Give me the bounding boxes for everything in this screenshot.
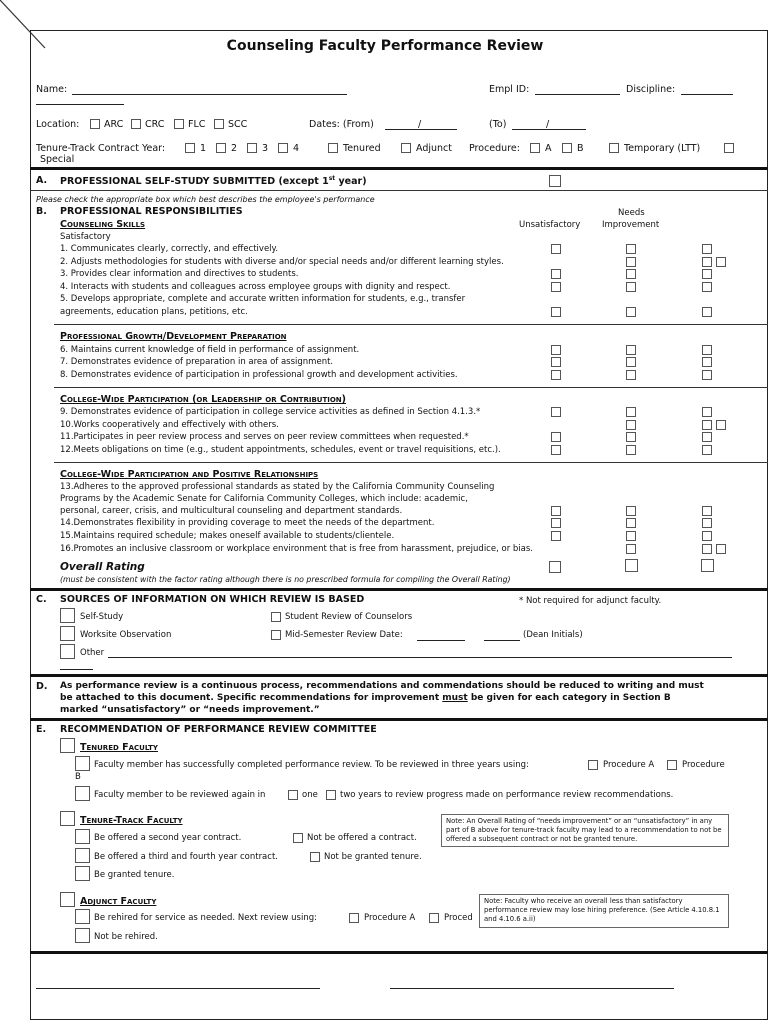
section-a-divider: [30, 190, 768, 191]
leadership-heading: College-Wide Participation (or Leadership or Contribution): [60, 394, 347, 405]
adj-opt1-checkbox[interactable]: [75, 909, 90, 924]
growth-divider: [54, 387, 768, 388]
rating-7-unsatisfactory[interactable]: [551, 357, 561, 367]
dates-to-label: (To): [489, 119, 507, 130]
leadership-divider: [54, 462, 768, 463]
section-d-must: must: [442, 693, 468, 703]
contract-year-3-checkbox[interactable]: [247, 143, 257, 153]
section-b-divider: [30, 588, 768, 591]
location-scc-label: SCC: [228, 119, 248, 130]
tt-opt2-label: Be offered a third and fourth year contract.: [94, 852, 278, 862]
rating-10-needs-improvement[interactable]: [626, 420, 636, 430]
overall-needs-improvement-checkbox[interactable]: [625, 559, 638, 572]
review-two-years-checkbox[interactable]: [326, 790, 336, 800]
location-crc-label: CRC: [145, 119, 165, 130]
empl-id-field[interactable]: [535, 94, 620, 95]
rating-9-unsatisfactory[interactable]: [551, 407, 561, 417]
rating-8-unsatisfactory[interactable]: [551, 370, 561, 380]
section-e-title: RECOMMENDATION OF PERFORMANCE REVIEW COMMITTEE: [60, 724, 377, 735]
tenured-procedure-a-checkbox[interactable]: [588, 760, 598, 770]
tt-opt1-label: Be offered a second year contract.: [94, 833, 242, 843]
criterion-4: 4. Interacts with students and colleagues across employee groups with dignity and respect.: [60, 282, 451, 292]
adjunct-checkbox[interactable]: [401, 143, 411, 153]
location-checkbox-crc[interactable]: [131, 119, 141, 129]
midsemester-date-field[interactable]: [417, 640, 465, 641]
temporary-label: Temporary (LTT): [624, 143, 701, 154]
rating-6-unsatisfactory[interactable]: [551, 345, 561, 355]
discipline-field-cont[interactable]: [36, 104, 124, 105]
tenured-opt1-label: Faculty member has successfully completed performance review. To be reviewed in three years using:: [94, 760, 529, 770]
procedure-a-label: A: [545, 143, 552, 154]
criterion-8: 8. Demonstrates evidence of participation in professional growth and development activities.: [60, 370, 458, 380]
section-b-instruction: Please check the appropriate box which best describes the employee's performance: [36, 195, 375, 204]
tenure-track-note: Note: An Overall Rating of “needs improvement” or an “unsatisfactory” in any part of B above for tenure-track faculty may lead to a recommendation to not be offered a subsequent contract or not be granted tenure.: [441, 814, 729, 847]
dates-from-label: Dates: (From): [309, 119, 374, 130]
criterion-14: 14.Demonstrates flexibility in providing coverage to meet the needs of the department.: [60, 518, 435, 528]
rating-5-satisfactory[interactable]: [702, 307, 712, 317]
date-from-sep: /: [418, 119, 422, 130]
rating-8-needs-improvement[interactable]: [626, 370, 636, 380]
rating-6-needs-improvement[interactable]: [626, 345, 636, 355]
tenured-opt2-checkbox[interactable]: [75, 786, 90, 801]
section-d-line-2a: be attached to this document. Specific recommendations for improvement: [60, 693, 443, 703]
rating-4-satisfactory[interactable]: [702, 282, 712, 292]
rating-12-satisfactory[interactable]: [702, 445, 712, 455]
rating-7-needs-improvement[interactable]: [626, 357, 636, 367]
adj-procedure-b-label: Proced: [444, 913, 473, 923]
section-a-title-end: year): [335, 176, 367, 188]
other-label: Other: [80, 648, 105, 658]
date-to-sep: /: [546, 119, 550, 130]
self-study-submitted-checkbox[interactable]: [549, 175, 561, 187]
rating-4-needs-improvement[interactable]: [626, 282, 636, 292]
criterion-7: 7. Demonstrates evidence of preparation in area of assignment.: [60, 357, 334, 367]
rating-10-satisfactory[interactable]: [702, 420, 712, 430]
student-review-checkbox[interactable]: [271, 612, 281, 622]
criterion-12: 12.Meets obligations on time (e.g., student appointments, schedules, event or travel requisitions, etc.).: [60, 445, 501, 455]
rating-13-satisfactory[interactable]: [702, 506, 712, 516]
rating-2-needs-improvement[interactable]: [626, 257, 636, 267]
tenure-track-heading: Tenure-Track Faculty: [80, 815, 183, 826]
section-a-title-sup: st: [328, 175, 336, 182]
contract-year-4-checkbox[interactable]: [278, 143, 288, 153]
adj-procedure-a-label: Procedure A: [364, 913, 416, 923]
worksite-checkbox[interactable]: [60, 626, 75, 641]
rating-1-needs-improvement[interactable]: [626, 244, 636, 254]
location-flc-label: FLC: [188, 119, 206, 130]
section-a-title-text: PROFESSIONAL SELF-STUDY SUBMITTED (except 1: [60, 176, 329, 188]
temporary-checkbox[interactable]: [609, 143, 619, 153]
overall-rating-label: Overall Rating: [60, 561, 145, 573]
midsemester-label: Mid-Semester Review Date:: [285, 630, 403, 640]
criterion-13: 13.Adheres to the approved professional standards as stated by the California Community Counseling: [60, 482, 495, 492]
tenured-faculty-checkbox[interactable]: [60, 738, 75, 753]
tenured-procedure-b-label: Procedure: [682, 760, 725, 770]
rating-16-needs-improvement[interactable]: [626, 544, 636, 554]
special-checkbox[interactable]: [724, 143, 734, 153]
rating-4-unsatisfactory[interactable]: [551, 282, 561, 292]
criterion-13-cont-1: Programs by the Academic Senate for California Community Colleges, which include: academic,: [60, 494, 468, 504]
other-checkbox[interactable]: [60, 644, 75, 659]
section-d-line-3: marked “unsatisfactory” or “needs improvement.”: [60, 705, 320, 715]
rating-3-satisfactory[interactable]: [702, 269, 712, 279]
tenured-label: Tenured: [343, 143, 381, 154]
adjunct-faculty-heading: Adjunct Faculty: [80, 896, 157, 907]
location-checkbox-flc[interactable]: [174, 119, 184, 129]
section-d-letter: D.: [36, 681, 48, 692]
adjunct-label: Adjunct: [416, 143, 452, 154]
rating-9-needs-improvement[interactable]: [626, 407, 636, 417]
contract-year-4-label: 4: [293, 143, 300, 154]
location-label: Location:: [36, 119, 80, 130]
rating-15-unsatisfactory[interactable]: [551, 531, 561, 541]
section-c-title: SOURCES OF INFORMATION ON WHICH REVIEW IS BASED: [60, 594, 365, 605]
rating-13-needs-improvement[interactable]: [626, 506, 636, 516]
criterion-11: 11.Participates in peer review process and serves on peer review committees when requested.*: [60, 432, 469, 442]
procedure-b-label: B: [577, 143, 584, 154]
section-c-divider: [30, 674, 768, 677]
dean-initials-field[interactable]: [484, 640, 520, 641]
tenured-faculty-heading: Tenured Faculty: [80, 742, 158, 753]
section-e-letter: E.: [36, 724, 47, 735]
rating-6-satisfactory[interactable]: [702, 345, 712, 355]
section-d-divider: [30, 718, 768, 721]
criterion-9: 9. Demonstrates evidence of participation in college service activities as defined in Section 4.1.3.*: [60, 407, 481, 417]
procedure-b-checkbox[interactable]: [562, 143, 572, 153]
dean-initials-label: (Dean Initials): [523, 630, 583, 640]
criterion-16: 16.Promotes an inclusive classroom or workplace environment that is free from harassment, prejudice, or bias.: [60, 544, 533, 554]
adj-opt1-label: Be rehired for service as needed. Next review using:: [94, 913, 317, 923]
tenured-checkbox[interactable]: [328, 143, 338, 153]
rating-15-needs-improvement[interactable]: [626, 531, 636, 541]
overall-rating-note: (must be consistent with the factor rating although there is no prescribed formula for compiling the Overall Rating): [60, 575, 511, 584]
criterion-6: 6. Maintains current knowledge of field in performance of assignment.: [60, 345, 360, 355]
criterion-15: 15.Maintains required schedule; makes oneself available to students/clientele.: [60, 531, 395, 541]
overall-unsatisfactory-checkbox[interactable]: [549, 561, 561, 573]
contract-year-3-label: 3: [262, 143, 269, 154]
signature-line-right[interactable]: [390, 988, 674, 989]
rating-7-satisfactory[interactable]: [702, 357, 712, 367]
procedure-label: Procedure:: [469, 143, 520, 154]
tenure-track-checkbox[interactable]: [60, 811, 75, 826]
section-d-line-2: [60, 693, 671, 703]
section-c-letter: C.: [36, 594, 47, 605]
tt-opt3-label: Be granted tenure.: [94, 870, 175, 880]
discipline-label: Discipline:: [626, 84, 676, 95]
location-checkbox-arc[interactable]: [90, 119, 100, 129]
tt-opt2b-checkbox[interactable]: [310, 852, 320, 862]
tt-opt2b-label: Not be granted tenure.: [324, 852, 422, 862]
rating-1-satisfactory[interactable]: [702, 244, 712, 254]
tenured-procedure-a-label: Procedure A: [603, 760, 655, 770]
name-field[interactable]: [72, 94, 347, 95]
other-field-cont[interactable]: [60, 669, 93, 670]
location-arc-label: ARC: [104, 119, 124, 130]
signature-line-left[interactable]: [36, 988, 320, 989]
adj-procedure-b-checkbox[interactable]: [429, 913, 439, 923]
contract-year-2-checkbox[interactable]: [216, 143, 226, 153]
criterion-5: 5. Develops appropriate, complete and accurate written information for students, e.g., transfer: [60, 294, 466, 304]
rating-16-extra[interactable]: [716, 544, 726, 554]
contract-year-label: Tenure-Track Contract Year:: [36, 143, 166, 154]
empl-id-label: Empl ID:: [489, 84, 530, 95]
tenured-procedure-b-letter: B: [75, 772, 81, 782]
adj-opt2-label: Not be rehired.: [94, 932, 158, 942]
rating-2-satisfactory[interactable]: [702, 257, 712, 267]
tt-opt2-checkbox[interactable]: [75, 848, 90, 863]
contract-year-1-checkbox[interactable]: [185, 143, 195, 153]
section-a-title: [60, 175, 367, 187]
col-header-unsatisfactory: Unsatisfactory: [519, 220, 581, 230]
rating-9-satisfactory[interactable]: [702, 407, 712, 417]
self-study-checkbox[interactable]: [60, 608, 75, 623]
criterion-1: 1. Communicates clearly, correctly, and effectively.: [60, 244, 279, 254]
tt-opt1b-label: Not be offered a contract.: [307, 833, 417, 843]
review-one-year-label: one: [302, 790, 318, 800]
rating-14-unsatisfactory[interactable]: [551, 518, 561, 528]
rating-5-needs-improvement[interactable]: [626, 307, 636, 317]
tenured-procedure-b-checkbox[interactable]: [667, 760, 677, 770]
rating-13-unsatisfactory[interactable]: [551, 506, 561, 516]
criterion-2: 2. Adjusts methodologies for students with diverse and/or special needs and/or different learning styles.: [60, 257, 504, 267]
rating-16-satisfactory[interactable]: [702, 544, 712, 554]
rating-8-satisfactory[interactable]: [702, 370, 712, 380]
relationships-heading: College-Wide Participation and Positive Relationships: [60, 469, 319, 480]
header-divider: [30, 167, 768, 170]
rating-11-needs-improvement[interactable]: [626, 432, 636, 442]
adjunct-note: * Not required for adjunct faculty.: [519, 596, 662, 606]
contract-year-2-label: 2: [231, 143, 238, 154]
rating-11-unsatisfactory[interactable]: [551, 432, 561, 442]
review-two-years-label: two years to review progress made on performance review recommendations.: [340, 790, 674, 800]
section-d-line-2b: be given for each category in Section B: [467, 693, 671, 703]
rating-10-extra[interactable]: [716, 420, 726, 430]
section-e-divider: [30, 951, 768, 954]
rating-12-unsatisfactory[interactable]: [551, 445, 561, 455]
page-title: Counseling Faculty Performance Review: [226, 38, 544, 54]
self-study-label: Self-Study: [80, 612, 124, 622]
tt-opt1-checkbox[interactable]: [75, 829, 90, 844]
col-header-needs: Needs: [618, 208, 645, 218]
adj-procedure-a-checkbox[interactable]: [349, 913, 359, 923]
rating-2-extra[interactable]: [716, 257, 726, 267]
criterion-3: 3. Provides clear information and directives to students.: [60, 269, 299, 279]
other-field[interactable]: [108, 657, 732, 658]
tt-opt3-checkbox[interactable]: [75, 866, 90, 881]
midsemester-checkbox[interactable]: [271, 630, 281, 640]
counseling-divider: [54, 324, 768, 325]
contract-year-1-label: 1: [200, 143, 207, 154]
rating-1-unsatisfactory[interactable]: [551, 244, 561, 254]
rating-3-unsatisfactory[interactable]: [551, 269, 561, 279]
adjunct-faculty-checkbox[interactable]: [60, 892, 75, 907]
rating-3-needs-improvement[interactable]: [626, 269, 636, 279]
growth-heading: Professional Growth/Development Preparation: [60, 331, 287, 342]
criterion-5-cont: agreements, education plans, petitions, etc.: [60, 307, 248, 317]
rating-14-needs-improvement[interactable]: [626, 518, 636, 528]
rating-14-satisfactory[interactable]: [702, 518, 712, 528]
counseling-skills-heading: Counseling Skills: [60, 219, 146, 230]
section-b-letter: B.: [36, 206, 47, 217]
criterion-13-cont-2: personal, career, crisis, and multicultural counseling and department standards.: [60, 506, 403, 516]
procedure-a-checkbox[interactable]: [530, 143, 540, 153]
rating-15-satisfactory[interactable]: [702, 531, 712, 541]
adj-opt2-checkbox[interactable]: [75, 928, 90, 943]
review-one-year-checkbox[interactable]: [288, 790, 298, 800]
overall-satisfactory-checkbox[interactable]: [701, 559, 714, 572]
col-header-satisfactory: Satisfactory: [60, 232, 111, 242]
col-header-improvement: Improvement: [602, 220, 660, 230]
tt-opt1b-checkbox[interactable]: [293, 833, 303, 843]
discipline-field[interactable]: [681, 94, 733, 95]
student-review-label: Student Review of Counselors: [285, 612, 413, 622]
worksite-label: Worksite Observation: [80, 630, 172, 640]
rating-12-needs-improvement[interactable]: [626, 445, 636, 455]
adjunct-note-box: Note: Faculty who receive an overall less than satisfactory performance review may lose hiring preference. (See Article 4.10.8.1 and 4.10.6 a.ii): [479, 894, 729, 928]
section-a-letter: A.: [36, 175, 48, 186]
location-checkbox-scc[interactable]: [214, 119, 224, 129]
section-d-line-1: As performance review is a continuous process, recommendations and commendations should be reduced to writing and must: [60, 681, 704, 691]
special-label: Special: [40, 154, 75, 165]
tenured-opt1-checkbox[interactable]: [75, 756, 90, 771]
criterion-10: 10.Works cooperatively and effectively with others.: [60, 420, 279, 430]
rating-11-satisfactory[interactable]: [702, 432, 712, 442]
tenured-opt2-label: Faculty member to be reviewed again in: [94, 790, 266, 800]
name-label: Name:: [36, 84, 68, 95]
rating-5-unsatisfactory[interactable]: [551, 307, 561, 317]
section-b-title: PROFESSIONAL RESPONSIBILITIES: [60, 206, 243, 217]
